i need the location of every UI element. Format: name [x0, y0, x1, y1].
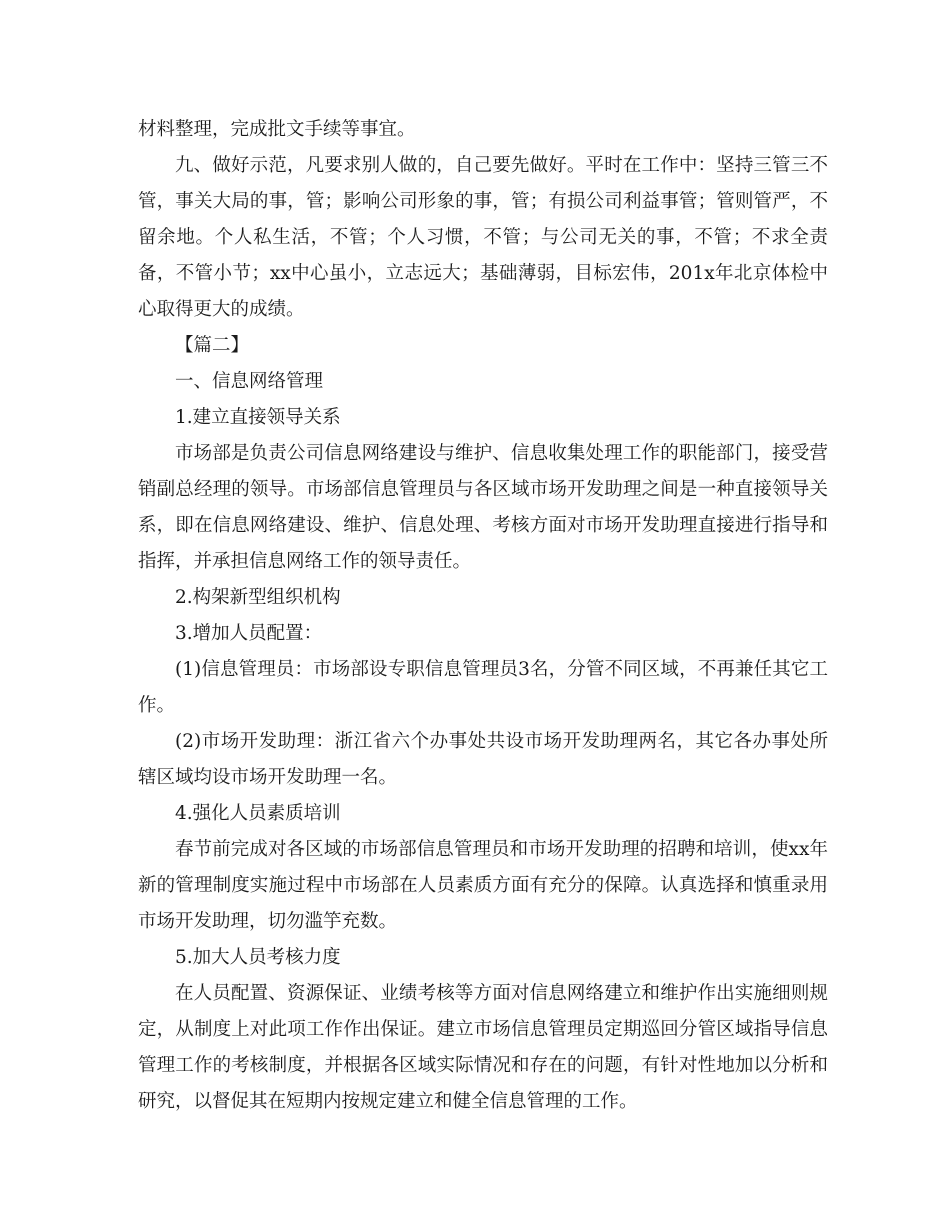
list-item-market-assistant: (2)市场开发助理：浙江省六个办事处共设市场开发助理两名，其它各办事处所辖区域均设市场开发助理一名。 — [138, 731, 828, 788]
paragraph-leadership: 市场部是负责公司信息网络建设与维护、信息收集处理工作的职能部门，接受营销副总经理的领导。市场部信息管理员与各区域市场开发助理之间是一种直接领导关系，即在信息网络建设、维护、信息处理、考核方面对市场开发助理直接进行指导和指挥，并承担信息网络工作的领导责任。 — [138, 443, 828, 572]
paragraph-assessment: 在人员配置、资源保证、业绩考核等方面对信息网络建立和维护作出实施细则规定，从制度上对此项工作作出保证。建立市场信息管理员定期巡回分管区域指导信息管理工作的考核制度，并根据各区域实际情况和存在的问题，有针对性地加以分析和研究，以督促其在短期内按规定建立和健全信息管理的工作。 — [138, 983, 828, 1112]
paragraph-item-nine: 九、做好示范，凡要求别人做的，自己要先做好。平时在工作中：坚持三管三不管，事关大局的事，管；影响公司形象的事，管；有损公司利益事管；管则管严，不留余地。个人私生活，不管；个人习惯，不管；与公司无关的事，不管；不求全责备，不管小节；xx中心虽小，立志远大；基础薄弱，目标宏伟，201x年北京体检中心取得更大的成绩。 — [138, 155, 828, 320]
subheading-3: 3.增加人员配置： — [175, 623, 323, 644]
document-body — [138, 112, 828, 1120]
subheading-5: 5.加大人员考核力度 — [175, 947, 341, 968]
section-heading-part-two: 【篇二】 — [175, 335, 250, 356]
paragraph-training: 春节前完成对各区域的市场部信息管理员和市场开发助理的招聘和培训，使xx年新的管理制度实施过程中市场部在人员素质方面有充分的保障。认真选择和慎重录用市场开发助理，切勿滥竽充数。 — [138, 839, 828, 932]
heading-info-network-management: 一、信息网络管理 — [175, 371, 324, 392]
subheading-4: 4.强化人员素质培训 — [175, 803, 341, 824]
subheading-2: 2.构架新型组织机构 — [175, 587, 341, 608]
list-item-info-manager: (1)信息管理员：市场部设专职信息管理员3名，分管不同区域，不再兼任其它工作。 — [138, 659, 828, 716]
paragraph-continuation: 材料整理，完成批文手续等事宜。 — [138, 119, 416, 140]
subheading-1: 1.建立直接领导关系 — [175, 407, 341, 428]
